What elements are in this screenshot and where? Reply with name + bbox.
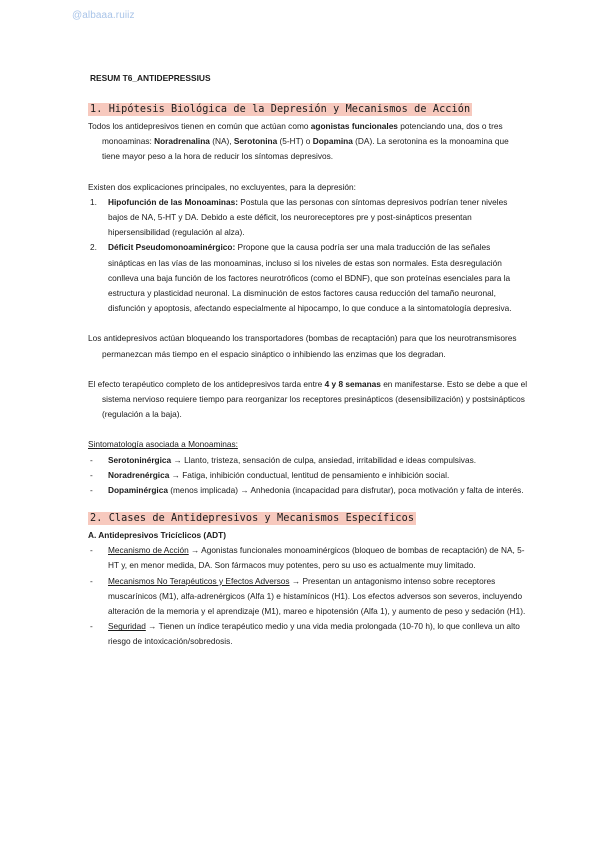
section-1-heading: 1. Hipótesis Biológica de la Depresión y Mecanismos de Acción — [90, 104, 471, 115]
document-title: RESUM T6_ANTIDEPRESSIUS — [90, 73, 211, 83]
symptoms-list — [88, 453, 528, 499]
list-item: - Seguridad → Tienen un índice terapéutico medio y una vida media prolongada (10-70 h), lo que conlleva un alto riesgo de intoxicación/sobredosis. — [90, 621, 520, 647]
symptoms-heading: Sintomatología asociada a Monoaminas: — [88, 439, 238, 450]
list-item: 1. Hipofunción de las Monoaminas: Postula que las personas con síntomas depresivos podrían tener niveles bajos de NA, 5-HT y DA. Debido a este déficit, los neuroreceptores pre y post-sinápticos presentan hipersensibilidad (regulación al alza). — [90, 196, 508, 238]
delay-paragraph: El efecto terapéutico completo de los antidepresivos tarda entre 4 y 8 semanas en manifestarse. Esto se debe a que el sistema nervioso requiere tiempo para reorganizar los receptores presinápticos (desensibilización) y postsinápticos (regulación a la baja). — [88, 378, 528, 420]
list-item: - Mecanismos No Terapéuticos y Efectos Adversos → Presentan un antagonismo intenso sobre receptores muscarínicos (M1), alfa-adrenérgicos (Alfa 1) e histamínicos (H1). Los efectos adversos son severos, incluyendo alteración de la memoria y el aprendizaje (M1), mareo e hipotensión (Alfa 1), y aumento de peso y sedación (H1). — [90, 575, 526, 617]
section-2-heading: 2. Clases de Antidepresivos y Mecanismos Específicos — [90, 513, 415, 525]
explanations-list — [88, 195, 528, 317]
intro-paragraph: Todos los antidepresivos tienen en común que actúan como agonistas funcionales potenciando una, dos o tres monoaminas: Noradrenalina (NA), Serotonina (5-HT) o Dopamina (DA). La serotonina es la monoamina que tiene mayor peso a la hora de reducir los síntomas depresivos. — [88, 121, 509, 162]
document-page — [88, 72, 528, 650]
list-item: - Mecanismo de Acción → Agonistas funcionales monoaminérgicos (bloqueo de bombas de recaptación) de NA, 5-HT y, en menor medida, DA. Son fármacos muy potentes, pero su uso es actualmente muy limitado. — [90, 545, 525, 571]
blocking-paragraph: Los antidepresivos actúan bloqueando los transportadores (bombas de recaptación) para que los neurotransmisores permanezcan más tiempo en el espacio sináptico o inhibiendo las enzimas que los degradan. — [88, 333, 517, 359]
explanations-intro: Existen dos explicaciones principales, no excluyentes, para la depresión: — [88, 181, 356, 192]
watermark: @albaaa.ruiiz — [72, 10, 135, 21]
list-item: - Serotoninérgica → Llanto, tristeza, sensación de culpa, ansiedad, irritabilidad e ideas compulsivas. — [90, 454, 477, 465]
list-item: - Noradrenérgica → Fatiga, inhibición conductual, lentitud de pensamiento e inhibición social. — [90, 469, 450, 480]
adt-list — [88, 543, 528, 649]
list-item: 2. Déficit Pseudomonoaminérgico: Propone que la causa podría ser una mala traducción de las señales sinápticas en las vías de las monoaminas, incluso si los niveles de estas son normales. Esta desregulación conlleva una baja función de los factores neurotróficos (como el BDNF), que son proteínas esenciales para la estructura y plasticidad neuronal. La disminución de estos factores causa reducción del tamaño neuronal, disfunción y apoptosis, afectando especialmente al hipocampo, lo que conduce a la sintomatología depresiva. — [90, 242, 512, 314]
list-item: - Dopaminérgica (menos implicada) → Anhedonia (incapacidad para disfrutar), poca motivación y falta de interés. — [90, 485, 524, 496]
subsection-heading: A. Antidepresivos Tricíclicos (ADT) — [88, 530, 227, 541]
